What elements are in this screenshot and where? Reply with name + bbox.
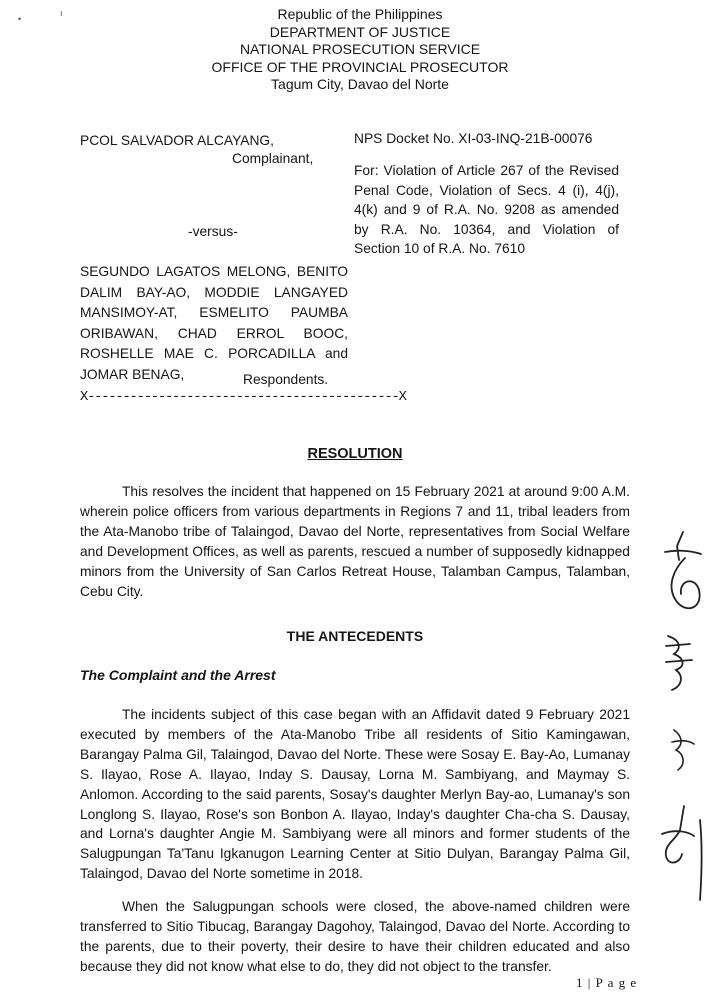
- page-number: 1 | P a g e: [576, 975, 638, 990]
- intro-paragraph: This resolves the incident that happened on 15 February 2021 at around 9:00 A.M. wherein police officers from various departments in Regions 7 and 11, tribal leaders from the Ata-Manobo tribe of Talaingod, Davao del Norte, representatives from Social Welfare and Development Offices, as well as parents, rescued a number of supposedly kidnapped minors from the University of San Carlos Retreat House, Talamban Campus, Talamban, Cebu City.: [80, 484, 630, 599]
- docket-number: NPS Docket No. XI-03-INQ-21B-00076: [354, 131, 593, 146]
- respondents-label: Respondents.: [243, 372, 329, 387]
- letterhead-location: Tagum City, Davao del Norte: [271, 76, 449, 92]
- body-paragraph: When the Salugpungan schools were closed, the above-named children were transferred to Sitio Tibucag, Barangay Dagohoy, Talaingod, Davao del Norte. According to the parents, due to their poverty, their desire to have their children educated and also because they did not know what else to do, they did not object to the transfer.: [80, 899, 630, 974]
- respondents-names: [80, 262, 348, 386]
- respondents-line: JOMAR BENAG,: [80, 366, 185, 382]
- complainant-label: Complainant,: [232, 151, 314, 166]
- margin-initial-signature: [664, 722, 700, 782]
- body-paragraph: The incidents subject of this case began with an Affidavit dated 9 February 2021 executed by members of the Ata-Manobo Tribe all residents of Sitio Kamingawan, Barangay Palma Gil, Talaingod, Davao del Norte. These were Sosay E. Bay-Ao, Lumanay S. Ilayao, Rose A. Ilayao, Inday S. Dausay, Lorna M. Sambiyang, and Maymay S. Anlomon. According to the said parents, Sosay's daughter Merlyn Bay-ao, Lumanay's son Longlong S. Ilayao, Rose's son Bonbon A. Ilayao, Inday's daughter Cha-cha S. Dausay, and Lorna's daughter Angie M. Sambiyang were all minors and former students of the Salugpungan Ta'Tanu Igkanugon Learning Center at Sitio Dulyan, Barangay Palma Gil, Talaingod, Davao del Norte sometime in 2018.: [80, 707, 630, 882]
- letterhead-office: OFFICE OF THE PROVINCIAL PROSECUTOR: [211, 58, 509, 75]
- scan-mark: ı: [60, 8, 63, 18]
- letterhead-department: DEPARTMENT OF JUSTICE: [269, 23, 451, 40]
- respondents-line: DALIM BAY-AO, MODDIE LANGAYED: [80, 284, 348, 300]
- respondents-line: ORIBAWAN, CHAD ERROL BOOC,: [80, 325, 348, 341]
- margin-initial-signature: [655, 528, 710, 628]
- margin-initial-signature: [660, 630, 700, 700]
- margin-initial-signature: [650, 800, 710, 910]
- versus-label: -versus-: [188, 224, 238, 239]
- complainant-name: PCOL SALVADOR ALCAYANG,: [80, 133, 274, 148]
- complainant-block: [80, 131, 360, 151]
- respondents-line: SEGUNDO LAGATOS MELONG, BENITO: [80, 264, 348, 279]
- document-title: RESOLUTION: [307, 446, 403, 462]
- letterhead-republic: Republic of the Philippines: [277, 6, 443, 22]
- charges-text: For: Violation of Article 267 of the Revised Penal Code, Violation of Secs. 4 (i), 4(j), 4(k) and 9 of R.A. No. 9208 as amended by R.A. No. 10364, and Violation of Section 10 of R.A. No. 7610: [354, 163, 619, 257]
- letterhead: [0, 6, 720, 94]
- letterhead-service: NATIONAL PROSECUTION SERVICE: [239, 41, 481, 57]
- respondents-line: ROSHELLE MAE C. PORCADILLA and: [80, 346, 348, 362]
- caption-separator: X--------------------------------------------X: [80, 390, 406, 405]
- subsection-heading: The Complaint and the Arrest: [80, 667, 276, 683]
- respondents-line: MANSIMOY-AT, ESMELITO PAUMBA: [80, 305, 348, 321]
- section-heading: THE ANTECEDENTS: [286, 628, 424, 644]
- scan-mark: •: [18, 14, 22, 24]
